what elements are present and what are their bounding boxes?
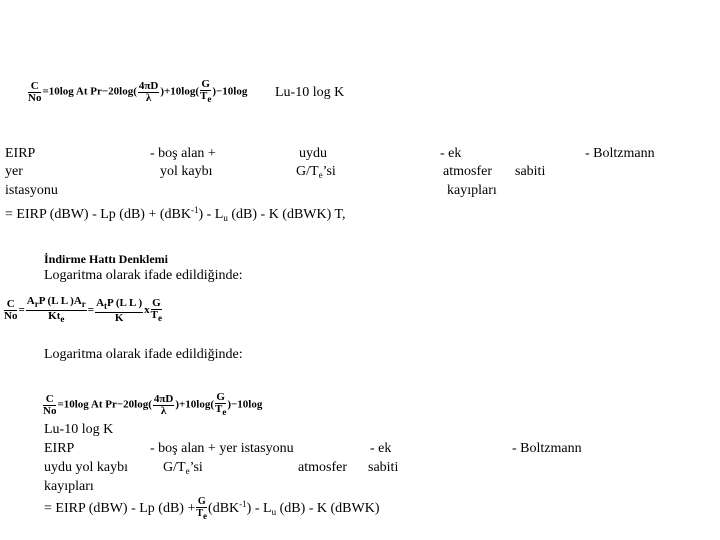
block1-atmosphere: atmosfer bbox=[443, 164, 492, 179]
block2-constant: sabiti bbox=[368, 460, 399, 475]
block1-extra: - ek bbox=[440, 146, 462, 161]
fraction-numerator bbox=[95, 298, 143, 313]
block2-eirp: EIRP bbox=[44, 441, 75, 456]
equation-term: )−10log bbox=[212, 85, 248, 98]
fraction-denominator-text: T bbox=[196, 508, 204, 519]
block1-free-space: - boş alan + bbox=[150, 146, 216, 161]
fraction-denominator: K bbox=[114, 311, 124, 324]
second-fraction bbox=[95, 298, 143, 324]
fraction-denominator-text: Kt bbox=[48, 310, 61, 322]
equation-term: −20log( bbox=[116, 398, 152, 411]
fraction-denominator: No bbox=[4, 310, 18, 322]
fraction-denominator: No bbox=[28, 91, 42, 104]
fraction-denominator: No bbox=[43, 404, 57, 417]
fraction-numerator: G bbox=[216, 391, 225, 403]
fraction-denominator: λ bbox=[145, 91, 152, 104]
equation-text: ) - L bbox=[246, 501, 272, 517]
block2-g-over-t bbox=[163, 460, 203, 479]
equation-term: )+10log( bbox=[175, 398, 215, 411]
fraction-numerator: C bbox=[43, 394, 56, 406]
path-loss-fraction bbox=[153, 394, 174, 417]
block2-losses: kayıpları bbox=[44, 479, 94, 494]
path-loss-fraction bbox=[138, 81, 159, 104]
first-fraction bbox=[26, 296, 87, 325]
fraction-numerator: 4πD bbox=[153, 392, 174, 405]
fraction-denominator bbox=[200, 91, 211, 105]
subscript: e bbox=[158, 312, 163, 323]
multiply-sign: x bbox=[144, 304, 150, 317]
fraction-numerator-rest: P (L L ) bbox=[107, 296, 143, 309]
fraction-numerator: C bbox=[4, 299, 17, 311]
subscript: e bbox=[203, 511, 208, 521]
fraction-numerator: G bbox=[201, 78, 210, 90]
fraction-denominator: λ bbox=[160, 404, 167, 417]
g-over-t-fraction bbox=[200, 79, 211, 105]
fraction-denominator bbox=[151, 310, 162, 324]
equation-term: =10log At Pr bbox=[57, 398, 117, 411]
superscript: -1 bbox=[190, 205, 199, 215]
block2-atmosphere: atmosfer bbox=[298, 460, 347, 475]
equation-text: ) - L bbox=[198, 207, 224, 222]
block1-eirp: EIRP bbox=[5, 146, 36, 161]
equation-term: )+10log( bbox=[160, 85, 200, 98]
g-over-t-text: G/T bbox=[163, 460, 186, 475]
block2-extra: - ek bbox=[370, 441, 392, 456]
fraction-numerator-text: A bbox=[96, 296, 105, 309]
fraction-denominator bbox=[26, 311, 87, 325]
g-over-t-text: G/T bbox=[296, 164, 319, 179]
equals-sign: = bbox=[87, 304, 95, 317]
fraction-numerator: C bbox=[28, 81, 41, 93]
log-text-1: Logaritma olarak ifade edildiğinde: bbox=[44, 268, 243, 283]
equation-1 bbox=[27, 79, 247, 105]
fraction-denominator-text: T bbox=[200, 90, 208, 102]
block1-boltzmann: - Boltzmann bbox=[585, 146, 655, 161]
equation-text: = EIRP (dBW) - Lp (dB) + bbox=[44, 501, 196, 517]
fraction-numerator: 4πD bbox=[138, 79, 159, 92]
block2-free-space: - boş alan + yer istasyonu bbox=[150, 441, 294, 456]
equation-term: )−10log bbox=[227, 398, 263, 411]
subscript: u bbox=[223, 213, 228, 223]
equation-term: −20log( bbox=[101, 85, 137, 98]
fraction-numerator: G bbox=[197, 496, 206, 507]
equation-text: (dB) - K (dBWK) bbox=[276, 501, 380, 517]
fraction-numerator bbox=[26, 296, 87, 311]
equals-sign: = bbox=[18, 304, 25, 317]
fraction-numerator: G bbox=[152, 296, 161, 309]
block2-line0: Lu-10 log K bbox=[44, 422, 114, 437]
log-text-2: Logaritma olarak ifade edildiğinde: bbox=[44, 347, 243, 362]
equation-3 bbox=[42, 392, 262, 418]
subscript: e bbox=[60, 314, 65, 324]
superscript: -1 bbox=[239, 499, 247, 510]
g-over-t-suffix: ’si bbox=[322, 164, 336, 179]
block2-boltzmann: - Boltzmann bbox=[512, 441, 582, 456]
equation-1-tail: Lu-10 log K bbox=[275, 85, 345, 100]
block2-satellite-path-loss: uydu yol kaybı bbox=[44, 460, 128, 475]
fraction-denominator-text: T bbox=[215, 403, 223, 415]
section-heading: İndirme Hattı Denklemi bbox=[44, 252, 168, 266]
fraction-denominator-text: T bbox=[150, 308, 159, 321]
block1-constant: sabiti bbox=[515, 164, 546, 179]
fraction-denominator bbox=[215, 404, 226, 418]
equation-2 bbox=[3, 296, 163, 325]
block1-equation-line bbox=[5, 202, 346, 226]
g-over-t-fraction bbox=[151, 298, 162, 324]
subscript: e bbox=[222, 407, 227, 417]
block1-satellite: uydu bbox=[299, 146, 327, 161]
c-over-no-fraction bbox=[28, 81, 41, 104]
c-over-no-fraction bbox=[4, 299, 17, 322]
block1-ground: yer bbox=[5, 164, 23, 179]
subscript: r bbox=[34, 299, 39, 309]
subscript: e bbox=[185, 466, 190, 476]
subscript: u bbox=[271, 507, 277, 518]
fraction-numerator-rest: P (L L )A bbox=[38, 295, 82, 307]
equation-text: (dB) - K (dBWK) T, bbox=[227, 207, 346, 222]
g-over-t-suffix: ’si bbox=[189, 460, 203, 475]
block2-equation-line bbox=[44, 496, 379, 522]
block1-losses: kayıpları bbox=[447, 183, 497, 198]
subscript: t bbox=[104, 300, 108, 311]
subscript: e bbox=[318, 170, 323, 180]
fraction-denominator bbox=[196, 508, 207, 522]
block1-station: istasyonu bbox=[5, 183, 58, 198]
block1-g-over-t bbox=[296, 164, 336, 183]
subscript: r bbox=[81, 299, 86, 309]
equation-text: = EIRP (dBW) - Lp (dB) + (dBK bbox=[5, 207, 191, 222]
equation-text: (dBK bbox=[208, 501, 240, 517]
c-over-no-fraction bbox=[43, 394, 56, 417]
equation-term: =10log At Pr bbox=[42, 85, 102, 98]
subscript: e bbox=[207, 94, 212, 104]
g-over-t-fraction bbox=[215, 392, 226, 418]
fraction-numerator-text: A bbox=[26, 295, 35, 307]
block1-path-loss: yol kaybı bbox=[160, 164, 213, 179]
g-over-t-fraction bbox=[196, 496, 207, 522]
